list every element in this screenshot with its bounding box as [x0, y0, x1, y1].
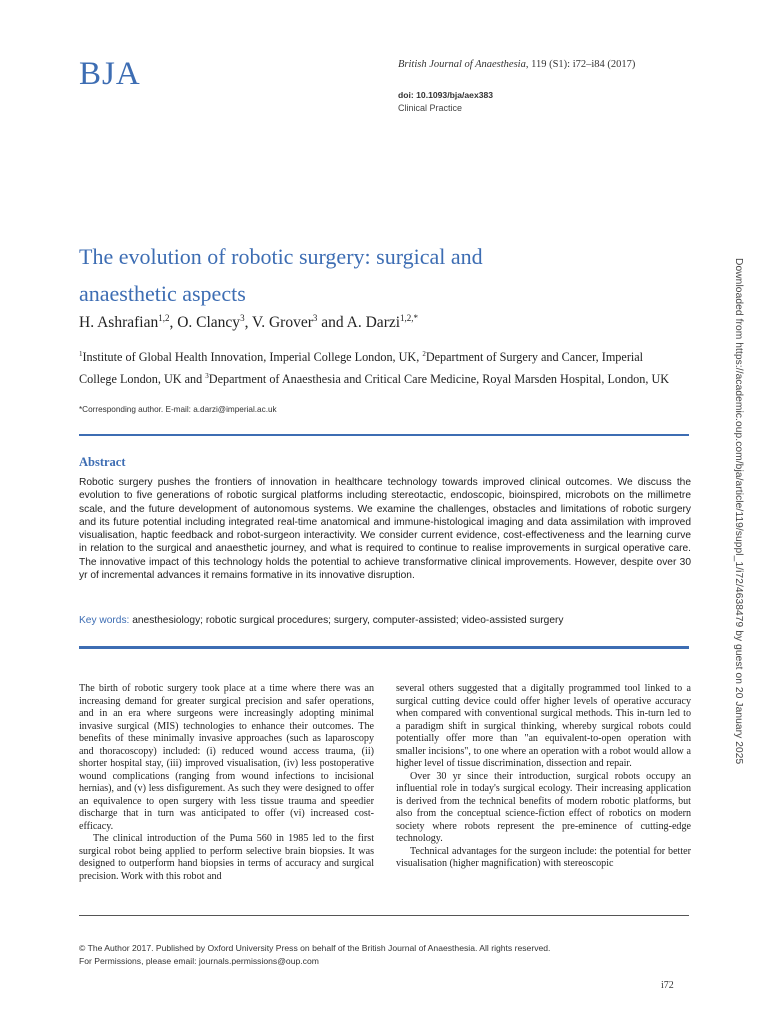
footer-notes [79, 942, 550, 968]
author-separator: , [244, 314, 253, 332]
abstract-top-divider [79, 434, 689, 436]
section-label: Clinical Practice [398, 103, 463, 113]
download-watermark: Downloaded from https://academic.oup.com/bja/article/119/suppl_1/i72/4638479 by guest on 20 January 2025 [733, 258, 744, 765]
article-title [79, 238, 639, 312]
journal-details: , 119 (S1): i72–i84 (2017) [525, 59, 636, 70]
body-column-right [396, 683, 691, 871]
affil-marker: 3 [205, 371, 209, 380]
author-name: H. Ashrafian [79, 314, 159, 332]
body-paragraph: Over 30 yr since their introduction, surgical robots occupy an influential role in today's surgical ecology. Their increasing application is derived from the technical benefits of modern robotic platforms, but also from the conceptual science-fiction effect of robotics on modern society where robots represent the pre-eminence of cutting-edge technology. [396, 770, 691, 844]
keywords [79, 615, 691, 626]
author-and: and [317, 314, 347, 332]
journal-logo: BJA [79, 56, 141, 92]
affil-text: Department of Surgery and Cancer, Imperial College London, UK and [79, 350, 644, 386]
affil-marker: 2 [422, 350, 426, 358]
permissions-notice: For Permissions, please email: journals.permissions@oup.com [79, 956, 319, 966]
affil-text: Department of Anaesthesia and Critical Care Medicine, Royal Marsden Hospital, London, UK [208, 371, 670, 386]
abstract-heading: Abstract [79, 455, 126, 469]
title-line-2: anaesthetic aspects [79, 281, 246, 306]
body-paragraph: The birth of robotic surgery took place at a time where there was an increasing demand for greater surgical precision and safer operations, and in an era where surgeons were increasingly adopting minimal invasive surgical (MIS) technologies to enhance their outcomes. The benefits of these minimally invasive approaches (such as laparoscopy and thoracoscopy) included: (i) reduced wound access trauma, (ii) shorter hospital stay, (iii) improved visualisation, (iv) less postoperative wound complications (ranging from wound infections to incisional hernias), and (v) less disfigurement. As such they were designed to offer an equivalence to open surgery with less tissue trauma and speedier discharge that in turn was anticipated to offer (vi) increased cost-efficacy. [79, 683, 374, 832]
body-paragraph: Technical advantages for the surgeon include: the potential for better visualisation (higher magnification) with stereoscopic [396, 845, 691, 869]
author-list [79, 313, 418, 332]
affil-text: Institute of Global Health Innovation, Imperial College London, UK, [82, 350, 423, 365]
author-name: V. Grover [252, 314, 313, 332]
affiliations [79, 345, 679, 388]
author-affil: 1,2,* [400, 313, 419, 323]
footer-divider [79, 915, 689, 916]
abstract-body: Robotic surgery pushes the frontiers of innovation in healthcare technology towards improved clinical outcomes. We discuss the evolution to five generations of robotic surgical platforms including stereotactic, endoscopic, bioinspired, microbots on the millimetre scale, and the future development of autonomous systems. We examine the challenges, obstacles and limitations of robotic surgery and its future potential including integrated real-time anatomical and immune-histological imaging and data assimilation with improved visualisation, haptic feedback and robot-surgeon interactivity. We consider current evidence, cost-effectiveness and the learning curve in relation to the surgical and anaesthetic journey, and what is required to continue to realise improvements in surgical operative care. The innovative impact of this technology holds the potential to achieve transformative clinical improvements. However, despite over 30 yr of incremental advances it remains formative in its innovative disruption. [79, 477, 691, 582]
title-line-1: The evolution of robotic surgery: surgical and [79, 244, 483, 269]
body-column-left [79, 683, 374, 883]
body-paragraph: The clinical introduction of the Puma 560 in 1985 led to the first surgical robot being applied to perform selective brain biopsies. It was designed to outperform hand biopsies in terms of accuracy and surgical precision. Work with this robot and [79, 833, 374, 882]
author-affil: 3 [312, 313, 318, 323]
body-paragraph: several others suggested that a digitally programmed tool linked to a surgical cutting device could offer higher levels of operative accuracy when compared with conventional surgical methods. This in-turn led to a paradigm shift in surgical thinking, whereby surgical robots could potentially offer more than "an equivalent-to-open operation with smaller incisions", to one where an operation with a robot would allow a higher level of tissue discrimination, dissection and repair. [396, 683, 691, 769]
journal-name: British Journal of Anaesthesia [398, 59, 526, 70]
corresponding-author: *Corresponding author. E-mail: a.darzi@imperial.ac.uk [79, 405, 277, 414]
affil-marker: 1 [79, 350, 83, 358]
keywords-label: Key words: [79, 615, 130, 626]
author-separator: , [169, 314, 178, 332]
journal-citation [398, 59, 635, 70]
author-affil: 3 [240, 313, 245, 323]
page-number: i72 [661, 980, 674, 991]
author-name: O. Clancy [177, 314, 241, 332]
author-affil: 1,2 [158, 313, 170, 323]
copyright-notice: © The Author 2017. Published by Oxford University Press on behalf of the British Journal of Anaesthesia. All rights reserved. [79, 943, 551, 953]
keywords-list: anesthesiology; robotic surgical procedures; surgery, computer-assisted; video-assisted surgery [129, 615, 564, 626]
author-name: A. Darzi [346, 314, 401, 332]
abstract-bottom-divider [79, 646, 689, 649]
doi-link[interactable]: doi: 10.1093/bja/aex383 [398, 90, 494, 100]
